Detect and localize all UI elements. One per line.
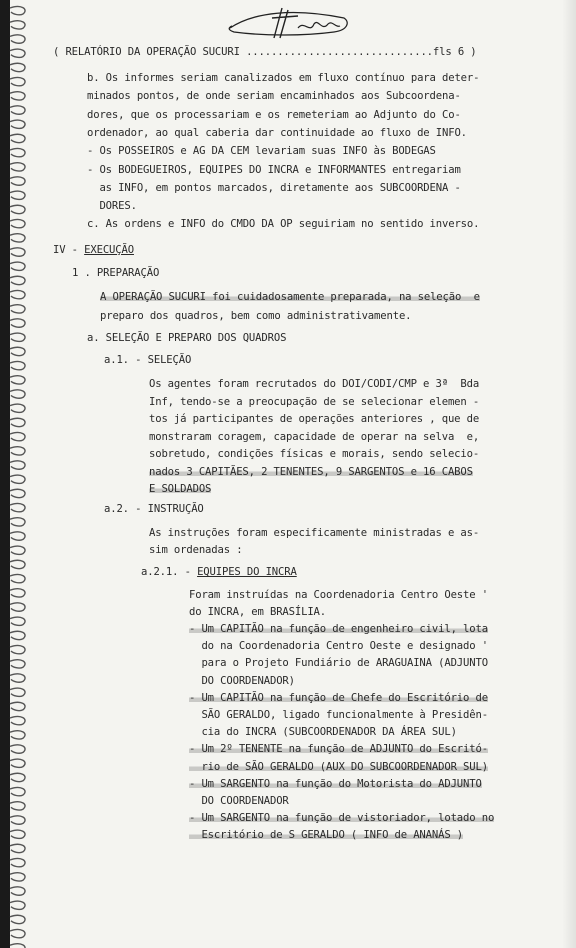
- paragraph-line: ordenador, ao qual caberia dar continuidade ao fluxo de INFO.: [87, 126, 467, 139]
- paragraph-line: Inf, tendo-se a preocupação de se selecionar elemen -: [149, 395, 480, 408]
- list-item: DO COORDENADOR): [189, 674, 295, 687]
- item-number: a.2.1. -: [141, 566, 198, 578]
- list-item: para o Projeto Fundiário de ARAGUAINA (ADJUNTO: [189, 657, 488, 670]
- paragraph-line: minados pontos, de onde seriam encaminhados aos Subcoordena-: [87, 90, 461, 103]
- list-item: do na Coordenadoria Centro Oeste e designado ': [189, 640, 488, 653]
- list-item: cia do INCRA (SUBCOORDENADOR DA ÁREA SUL): [189, 726, 457, 739]
- paragraph-line: - Os POSSEIROS e AG DA CEM levariam suas INFO às BODEGAS: [87, 145, 436, 158]
- section-title: EXECUÇÃO: [84, 244, 134, 256]
- item-a-heading: a. SELEÇÃO E PREPARO DOS QUADROS: [87, 332, 287, 344]
- item-1-heading: [72, 266, 159, 280]
- page-shadow: [562, 0, 576, 948]
- paragraph-line: b. Os informes seriam canalizados em fluxo contínuo para deter-: [87, 72, 480, 84]
- list-item: Escritório de S GERALDO ( INFO de ANANÁS ): [189, 829, 464, 842]
- paragraph-line: as INFO, em pontos marcados, diretamente aos SUBCOORDENA -: [87, 181, 461, 194]
- paragraph-line: As instruções foram especificamente ministradas e as-: [149, 527, 480, 539]
- list-item: rio de SÃO GERALDO (AUX DO SUBCOORDENADOR SUL): [189, 760, 488, 773]
- paragraph-line: E SOLDADOS: [149, 483, 212, 495]
- list-item: SÃO GERALDO, ligado funcionalmente à Presidên-: [189, 709, 488, 721]
- section-number: IV -: [53, 244, 85, 256]
- item-number: 1 .: [72, 267, 97, 279]
- item-number: a.1. -: [104, 354, 148, 366]
- paragraph-line: dores, que os processariam e os remeteriam ao Adjunto do Co-: [87, 108, 461, 121]
- paragraph-line: DORES.: [87, 200, 137, 213]
- item-title: PREPARAÇÃO: [96, 267, 160, 279]
- paragraph-line: sim ordenadas :: [149, 544, 243, 556]
- paragraph-c: c. As ordens e INFO do CMDO DA OP seguiriam no sentido inverso.: [87, 218, 480, 230]
- page-header: ( RELATÓRIO DA OPERAÇÃO SUCURI ..............................fls 6 ): [53, 46, 477, 58]
- list-item: - Um CAPITÃO na função de engenheiro civil, lota: [189, 623, 488, 635]
- list-item: - Um SARGENTO na função do Motorista do ADJUNTO: [189, 777, 482, 790]
- paragraph-line: A OPERAÇÃO SUCURI foi cuidadosamente preparada, na seleção e: [100, 291, 480, 303]
- paragraph-line: preparo dos quadros, bem como administrativamente.: [100, 310, 412, 322]
- paragraph-line: do INCRA, em BRASÍLIA.: [189, 606, 327, 618]
- item-a1-heading: [104, 353, 191, 367]
- item-title: SELEÇÃO: [147, 354, 192, 366]
- handwritten-signature: [224, 4, 354, 42]
- paragraph-line: Foram instruídas na Coordenadoria Centro Oeste ': [189, 589, 488, 601]
- paragraph-line: monstraram coragem, capacidade de operar na selva e,: [149, 430, 480, 443]
- item-title: INSTRUÇÃO: [147, 503, 204, 515]
- paragraph-line: - Os BODEGUEIROS, EQUIPES DO INCRA e INFORMANTES entregariam: [87, 163, 461, 176]
- paragraph-line: sobretudo, condições físicas e morais, sendo selecio-: [149, 448, 480, 460]
- list-item: - Um 2º TENENTE na função de ADJUNTO do Escritó-: [189, 743, 488, 756]
- spiral-binding-icon: [9, 0, 31, 948]
- section-iv-heading: [53, 243, 134, 257]
- list-item: DO COORDENADOR: [189, 795, 289, 807]
- item-number: a.2. -: [104, 503, 148, 515]
- list-item: - Um CAPITÃO na função de Chefe do Escritório de: [189, 691, 488, 704]
- item-a2-heading: [104, 502, 204, 516]
- list-item: - Um SARGENTO na função de vistoriador, lotado no: [189, 812, 495, 825]
- item-title: EQUIPES DO INCRA: [197, 566, 297, 578]
- paragraph-line: nados 3 CAPITÃES, 2 TENENTES, 9 SARGENTOS e 16 CABOS: [149, 465, 473, 478]
- paragraph-line: tos já participantes de operações anteriores , que de: [149, 413, 480, 425]
- item-a21-heading: [141, 565, 297, 579]
- paragraph-line: Os agentes foram recrutados do DOI/CODI/CMP e 3ª Bda: [149, 378, 480, 390]
